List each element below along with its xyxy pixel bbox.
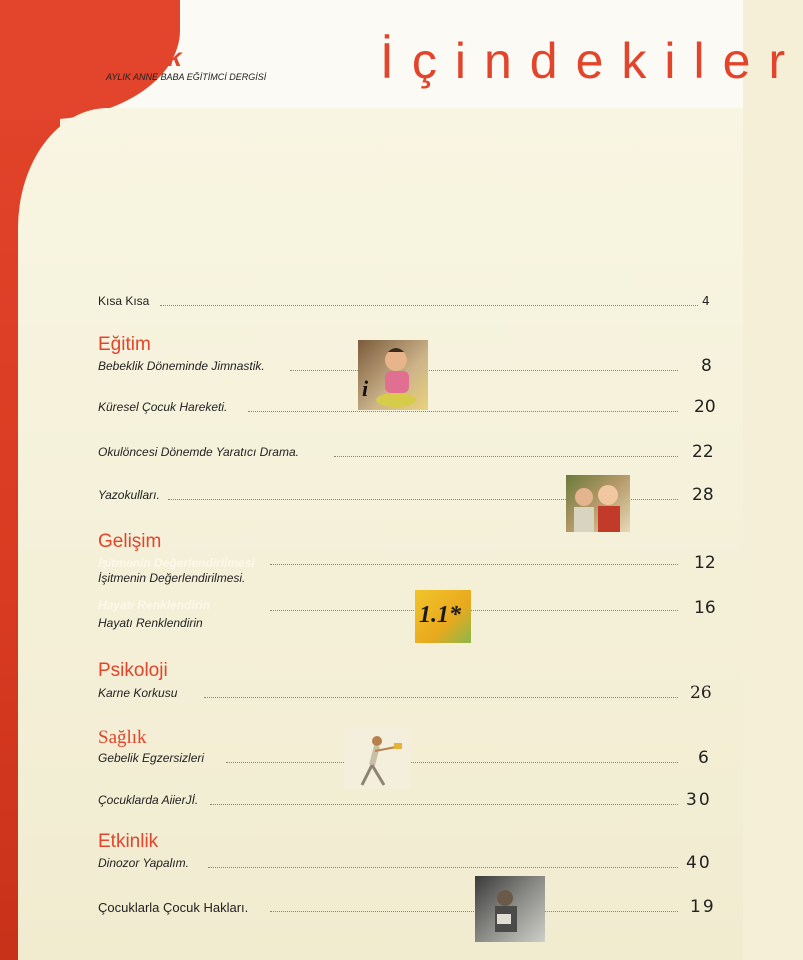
toc-entry-label: İşitmenin Değerlendirilmesi.	[98, 571, 246, 585]
toc-entry-alerji[interactable]	[98, 790, 713, 811]
photo-caption-glyph: i	[362, 376, 369, 401]
baby-photo	[358, 340, 428, 410]
toc-entry-label: Okulöncesi Dönemde Yaratıcı Drama.	[98, 445, 299, 459]
toc-page-number: 28	[692, 485, 714, 505]
section-heading-egitim: Eğitim	[98, 334, 151, 355]
leader-dots	[208, 867, 678, 868]
leader-dots	[270, 564, 678, 565]
toc-page-number: 8	[701, 356, 712, 376]
toc-entry-kisa[interactable]	[98, 294, 712, 312]
leader-dots	[160, 305, 698, 306]
leader-dots	[248, 411, 678, 412]
toc-entry-isitme[interactable]	[98, 553, 716, 589]
ghost-text-hayat: Hayatı Renklendirin	[98, 598, 211, 612]
toc-page-number: 30	[686, 790, 712, 810]
leader-dots	[334, 456, 678, 457]
toc-entry-label: Çocuklarda AiierJİ.	[98, 793, 199, 807]
toc-entry-label: Bebeklik Döneminde Jimnastik.	[98, 359, 265, 373]
leader-dots	[290, 370, 678, 371]
toc-page-number: 19	[690, 897, 716, 917]
child-illustration	[475, 876, 545, 942]
children-rights-photo	[475, 876, 545, 942]
toc-entry-label: Karne Korkusu	[98, 686, 178, 700]
toc-entry-label: Kısa Kısa	[98, 294, 150, 308]
baby-illustration	[358, 340, 428, 410]
page-title: İçindekiler	[380, 33, 803, 89]
toc-page-number: 40	[686, 853, 712, 873]
toc-page-number: 12	[694, 553, 716, 573]
toc-page-number: 26	[690, 683, 712, 703]
toc-entry-karne[interactable]	[98, 683, 713, 704]
toc-page-number: 22	[692, 442, 714, 462]
toc-entry-label: Yazokulları.	[98, 488, 160, 502]
leader-dots	[270, 911, 678, 912]
section-heading-etkinlik: Etkinlik	[98, 831, 159, 852]
toc-page-number: 16	[694, 598, 716, 618]
magazine-logo	[84, 18, 304, 88]
leader-dots	[204, 697, 678, 698]
toc-page-number: 6	[698, 748, 709, 768]
paint-photo	[415, 590, 471, 643]
toc-entry-label: Küresel Çocuk Hareketi.	[98, 400, 228, 414]
logo-subtitle: AYLIK ANNE BABA EĞİTİMCİ DERGİSİ	[106, 72, 267, 82]
section-heading-psikoloji: Psikoloji	[98, 660, 168, 681]
toc-page-number: 4	[702, 294, 710, 308]
kids-photo	[566, 475, 630, 532]
photo-caption-glyph: 1.1*	[419, 602, 461, 628]
kids-illustration	[566, 475, 630, 532]
toc-entry-label: Hayatı Renklendirin	[98, 616, 203, 630]
pregnancy-exercise-photo	[344, 727, 410, 789]
toc-entry-dinozor[interactable]	[98, 853, 713, 874]
toc-entry-label: Gebelik Egzersizleri	[98, 751, 205, 765]
toc-entry-label: Dinozor Yapalım.	[98, 856, 189, 870]
toc-entry-okuloncesi[interactable]	[98, 442, 714, 463]
section-heading-saglik: Sağlık	[98, 727, 147, 748]
leader-dots	[210, 804, 678, 805]
leader-dots	[226, 762, 678, 763]
toc-entry-label: Çocuklarla Çocuk Hakları.	[98, 900, 249, 915]
toc-entry-haklar[interactable]	[98, 897, 716, 918]
section-heading-gelisim: Gelişim	[98, 531, 162, 552]
exercise-figure-illustration	[344, 727, 410, 789]
leader-dots	[270, 610, 678, 611]
toc-page-number: 20	[694, 397, 716, 417]
logo-word-2: ocuk	[124, 42, 181, 72]
logo-word-1: oluk	[112, 20, 162, 50]
ghost-text-isitme: İşitmenin Değerlendirilmesi	[98, 556, 255, 570]
